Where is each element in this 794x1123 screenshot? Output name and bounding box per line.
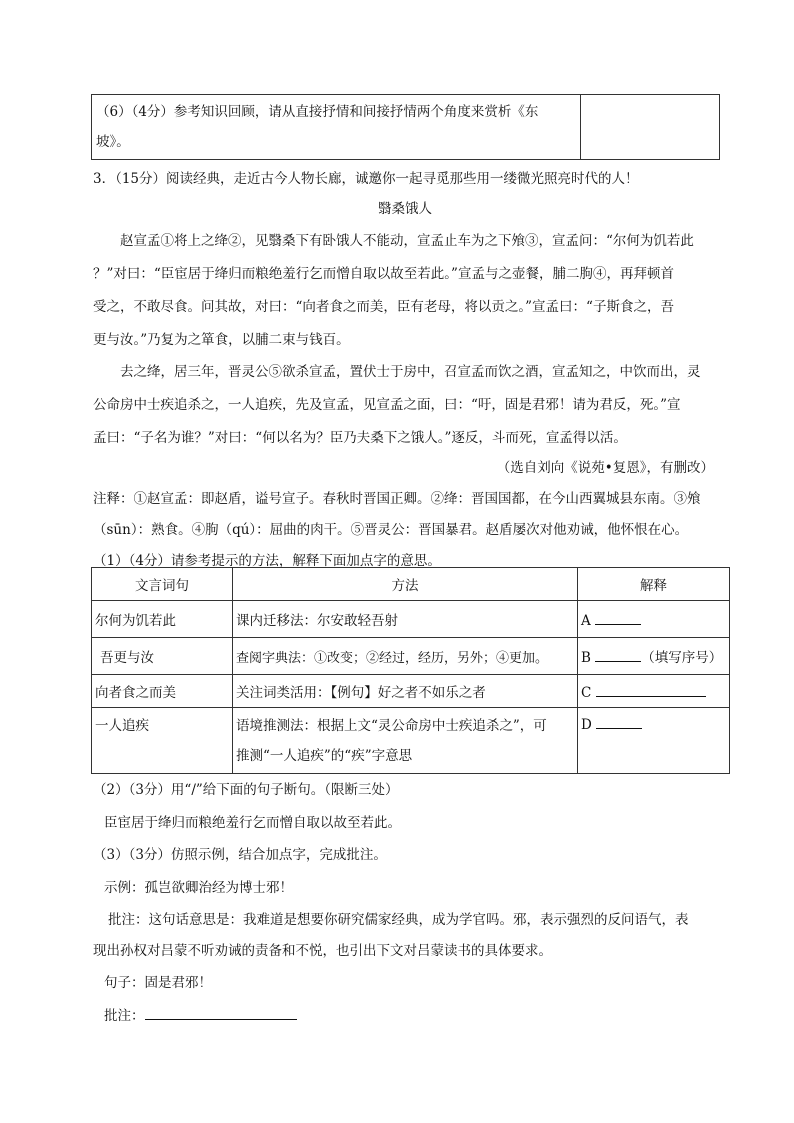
- answer-blank[interactable]: [596, 682, 706, 697]
- passage-line: 孟曰：“子名为谁？”对曰：“何以名为？臣乃夫桑下之饿人。”逐反，斗而死，宣孟得以活。: [93, 430, 627, 446]
- example-sentence: 示例：孤岂欲卿治经为博士邪！: [104, 880, 293, 896]
- answer-cell[interactable]: C: [578, 675, 730, 708]
- phrase-cell: 一人追疾: [92, 708, 233, 774]
- phrase-cell: 吾更与汝: [92, 638, 233, 675]
- annotation-line: 现出孙权对吕蒙不听劝诫的责备和不悦，也引出下文对吕蒙读书的具体要求。: [93, 943, 552, 959]
- passage-line: 公命房中士疾追杀之，一人追疾，先及宣孟，见宣孟之面，曰：“吁，固是君邪！请为君反，死。”宣: [93, 397, 681, 413]
- sub-question-2: （2）（3分）用“/”给下面的句子断句。（限断三处）: [93, 782, 399, 798]
- sub-question-2-sentence: 臣宦居于绛归而粮绝羞行乞而憎自取以故至若此。: [104, 815, 401, 831]
- answer-cell[interactable]: B （填写序号）: [578, 638, 730, 675]
- sub-question-3: （3）（3分）仿照示例，结合加点字，完成批注。: [93, 847, 387, 863]
- passage-line: 受之，不敢尽食。问其故，对曰：“向者食之而美，臣有老母，将以贡之。”宣孟曰：“子斯食之，吾: [93, 299, 674, 315]
- answer-cell[interactable]: A: [578, 601, 730, 638]
- header-phrase: 文言词句: [92, 568, 233, 601]
- method-cell: 语境推测法：根据上文“灵公命房中士疾追杀之”，可 推测“一人追疾”的“疾”字意思: [233, 708, 578, 774]
- passage-source: （选自刘向《说苑•复恩》，有删改）: [496, 460, 714, 476]
- method-cell: 查阅字典法：①改变；②经过，经历，另外；④更加。: [233, 638, 578, 675]
- phrase-cell: 尔何为饥若此: [92, 601, 233, 638]
- answer-cell[interactable]: D: [578, 708, 730, 774]
- question-6-cell: [92, 95, 581, 160]
- method-cell: 关注词类活用：【例句】好之者不如乐之者: [233, 675, 578, 708]
- notes-line: 注释：①赵宣孟：即赵盾，谥号宣子。春秋时晋国正卿。②绛：晋国国都，在今山西翼城县东南。③飧: [93, 491, 701, 507]
- answer-blank[interactable]: [595, 647, 641, 662]
- answer-blank[interactable]: [596, 714, 642, 729]
- table-row: [92, 638, 730, 675]
- question-6-line2: 坡》。: [96, 134, 130, 150]
- answer-cell[interactable]: [581, 95, 720, 160]
- annotation-line: 批注：这句话意思是：我难道是想要你研究儒家经典，成为学官吗。邪，表示强烈的反问语气，表: [108, 912, 689, 928]
- annotation-answer-blank[interactable]: [145, 1005, 297, 1020]
- header-method: 方法: [233, 568, 578, 601]
- passage-title: 翳桑饿人: [378, 201, 432, 217]
- table-row: [92, 708, 730, 774]
- table-row: [92, 675, 730, 708]
- passage-line: 更与汝。”乃复为之箪食，以脯二束与钱百。: [93, 332, 350, 348]
- answer-blank[interactable]: [595, 610, 641, 625]
- table-row: [92, 601, 730, 638]
- passage-line: 去之绛，居三年，晋灵公⑤欲杀宣孟，置伏士于房中，召宣孟而饮之酒，宣孟知之，中饮而出，灵: [120, 364, 701, 380]
- question-3-intro: 3．（15分）阅读经典，走近古今人物长廊，诚邀你一起寻觅那些用一缕微光照亮时代的人！: [93, 171, 639, 187]
- annotation-prompt: 批注：: [104, 1005, 297, 1026]
- passage-line: 赵宣孟①将上之绛②，见翳桑下有卧饿人不能动，宣孟止车为之下飧③，宣孟问：“尔何为饥若此: [120, 233, 694, 249]
- vocabulary-table: [91, 567, 730, 774]
- sub-question-1: （1）（4分）请参考提示的方法，解释下面加点字的意思。: [93, 553, 441, 569]
- question-6-line1: （6）（4分）参考知识回顾，请从直接抒情和间接抒情两个角度来赏析《东: [96, 104, 539, 120]
- notes-line: （sūn）：熟食。④朐（qú）：屈曲的肉干。⑤晋灵公：晋国暴君。赵盾屡次对他劝诫，他怀恨在心。: [93, 522, 689, 538]
- method-cell: 课内迁移法：尔安敢轻吾射: [233, 601, 578, 638]
- sentence-prompt: 句子：固是君邪！: [104, 975, 212, 991]
- header-answer: 解释: [578, 568, 730, 601]
- top-answer-table: [91, 94, 720, 160]
- passage-line: ？”对曰：“臣宦居于绛归而粮绝羞行乞而憎自取以故至若此。”宣孟与之壶餐，脯二朐④，再拜顿首: [93, 266, 674, 282]
- phrase-cell: 向者食之而美: [92, 675, 233, 708]
